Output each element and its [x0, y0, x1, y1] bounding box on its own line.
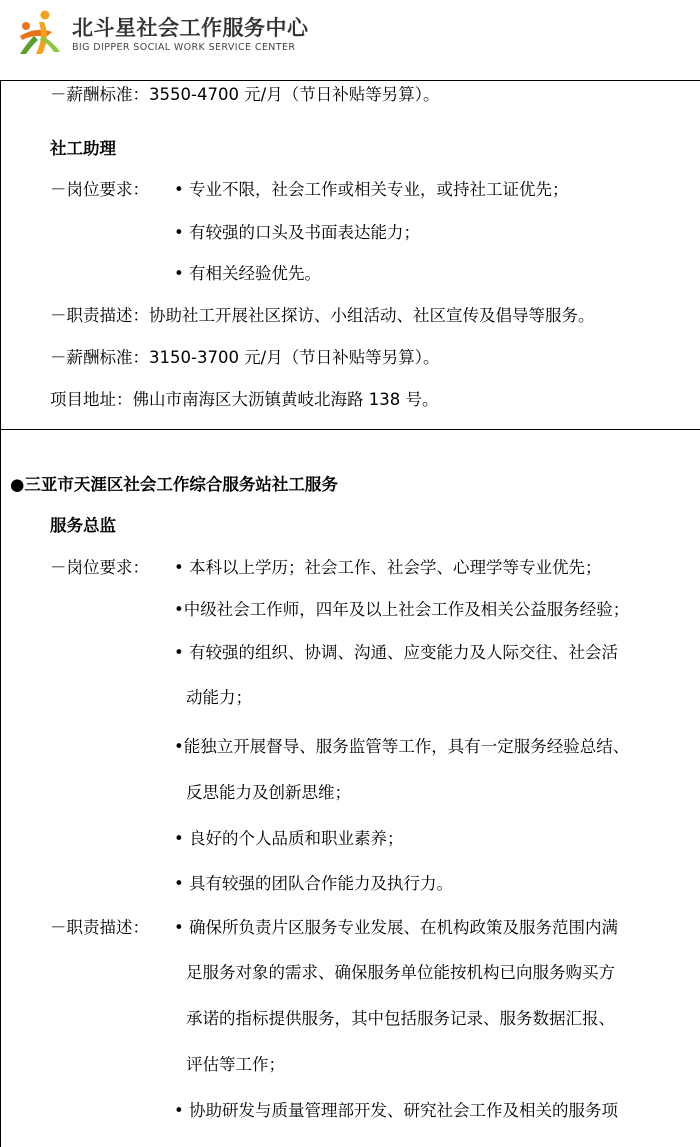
- requirement-label: －岗位要求：: [50, 558, 149, 577]
- requirement-label: －岗位要求：: [50, 180, 149, 199]
- duty-line: • 确保所负责片区服务专业发展、在机构政策及服务范围内满: [174, 918, 618, 937]
- requirement-line: • 具有较强的团队合作能力及执行力。: [174, 874, 453, 893]
- org-section-title: ●三亚市天涯区社会工作综合服务站社工服务: [10, 475, 338, 494]
- salary-standard: －薪酬标准：3150-3700 元/月（节日补贴等另算）。: [50, 348, 440, 367]
- duty-line: 评估等工作；: [186, 1055, 285, 1074]
- duty-description: －职责描述：协助社工开展社区探访、小组活动、社区宣传及倡导等服务。: [50, 306, 595, 325]
- requirement-line: •能独立开展督导、服务监管等工作，具有一定服务经验总结、: [174, 737, 630, 756]
- salary-previous: －薪酬标准：3550-4700 元/月（节日补贴等另算）。: [50, 85, 440, 104]
- org-logo-icon: [12, 6, 66, 58]
- requirement-item: • 有较强的口头及书面表达能力；: [174, 223, 420, 242]
- org-name-en: BIG DIPPER SOCIAL WORK SERVICE CENTER: [72, 42, 296, 53]
- requirement-line: • 有较强的组织、协调、沟通、应变能力及人际交往、社会活: [174, 643, 618, 662]
- position-title-assistant: 社工助理: [50, 139, 116, 158]
- duty-line: • 协助研发与质量管理部开发、研究社会工作及相关的服务项: [174, 1101, 618, 1120]
- requirement-line: • 良好的个人品质和职业素养；: [174, 829, 404, 848]
- position-title-director: 服务总监: [50, 516, 116, 535]
- duty-line: 承诺的指标提供服务，其中包括服务记录、服务数据汇报、: [186, 1009, 615, 1028]
- project-address: 项目地址：佛山市南海区大沥镇黄岐北海路 138 号。: [50, 390, 439, 409]
- requirement-line: 动能力；: [186, 688, 252, 707]
- requirement-item: • 有相关经验优先。: [174, 264, 321, 283]
- page-header: [0, 0, 700, 80]
- requirement-line: • 本科以上学历；社会工作、社会学、心理学等专业优先；: [174, 558, 602, 577]
- requirement-item: • 专业不限，社会工作或相关专业，或持社工证优先；: [174, 180, 569, 199]
- org-name-cn: 北斗星社会工作服务中心: [72, 16, 309, 40]
- duty-line: 足服务对象的需求、确保服务单位能按机构已向服务购买方: [186, 963, 615, 982]
- requirement-line: 反思能力及创新思维；: [186, 783, 351, 802]
- requirement-line: •中级社会工作师，四年及以上社会工作及相关公益服务经验；: [174, 600, 630, 619]
- job-box-assistant: [0, 80, 700, 430]
- duty-label: －职责描述：: [50, 918, 149, 937]
